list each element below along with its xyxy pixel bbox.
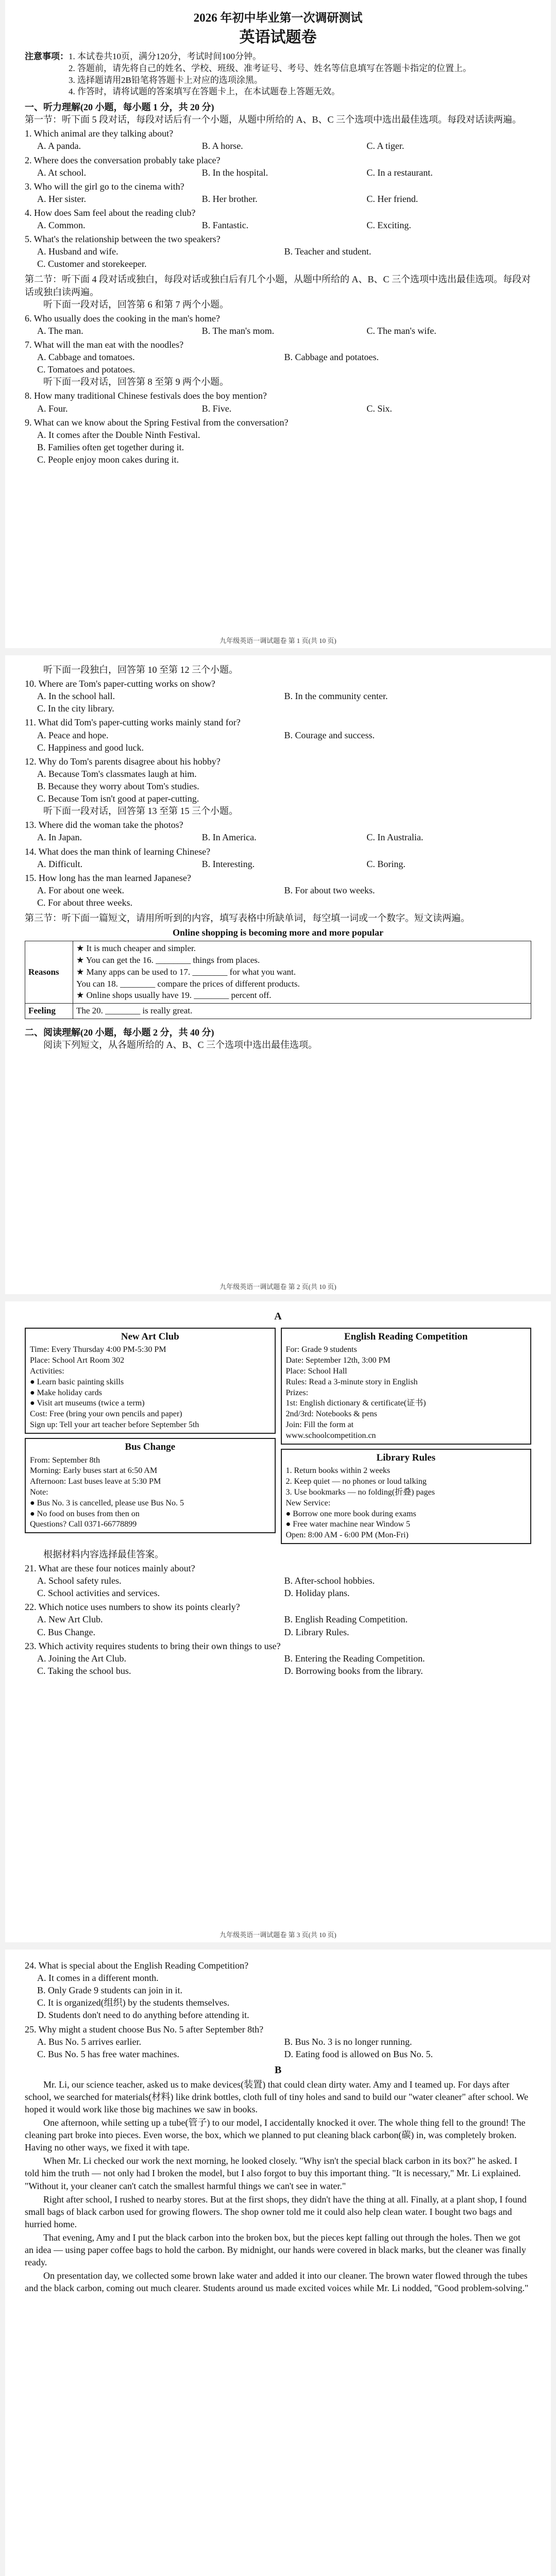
notice-line: ● No food on buses from then on <box>30 1509 140 1518</box>
question-stem: 14. What does the man think of learning Chinese? <box>25 846 211 857</box>
answer-option: B. The man's mom. <box>201 325 275 336</box>
answer-option: C. Her friend. <box>366 193 418 204</box>
question-stem: 15. How long has the man learned Japanese? <box>25 872 191 883</box>
notice-line: 2. Keep quiet — no phones or loud talking <box>285 1477 427 1486</box>
reason-line: ★ Online shops usually have 19. ________ percent off. <box>76 990 272 1001</box>
answer-option: B. In America. <box>201 832 257 843</box>
page-footer: 九年级英语一调试题卷 第 3 页(共 10 页) <box>220 1930 336 1939</box>
section-sub: 根据材料内容选择最佳答案。 <box>43 1549 164 1560</box>
answer-option: A. Common. <box>37 220 86 231</box>
notice-title: New Art Club <box>121 1331 179 1342</box>
answer-option: D. Students don't need to do anything before attending it. <box>37 2010 249 2021</box>
notice-line: Sign up: Tell your art teacher before September 5th <box>30 1420 199 1430</box>
fill-table <box>25 941 531 1019</box>
option-row <box>25 2048 531 2060</box>
answer-option: A. Joining the Art Club. <box>37 1653 127 1664</box>
question-stem: 11. What did Tom's paper-cutting works mainly stand for? <box>25 717 241 728</box>
dialog-intro: 听下面一段对话，回答第 13 至第 15 三个小题。 <box>43 806 238 817</box>
instruction-item: 4. 作答时，请将试题的答案填写在答题卡上，在本试题卷上答题无效。 <box>69 87 340 97</box>
page-footer: 九年级英语一调试题卷 第 1 页(共 10 页) <box>220 636 336 645</box>
question-stem: 21. What are these four notices mainly about? <box>25 1563 195 1574</box>
page-footer: 九年级英语一调试题卷 第 2 页(共 10 页) <box>220 1282 336 1291</box>
answer-option: B. Cabbage and potatoes. <box>284 352 379 363</box>
question-stem: 13. Where did the woman take the photos? <box>25 820 183 831</box>
answer-option: A. A panda. <box>37 141 81 151</box>
answer-option: B. English Reading Competition. <box>284 1614 408 1625</box>
passage-paragraph: One afternoon, while setting up a tube(管子) to our model, I accidentally knocked it over. The whole thing fell to the ground! The cleaning part broke into pieces. Even worse, the box, which we planned to put cleaning black carbon(碳) in, was completely broken. Having no other ways, we fixed it with tape. <box>25 2117 526 2153</box>
option-row <box>25 1587 531 1599</box>
question-stem: 4. How does Sam feel about the reading club? <box>25 207 196 218</box>
answer-option: B. Interesting. <box>201 858 255 869</box>
question-stem: 12. Why do Tom's parents disagree about his hobby? <box>25 756 221 767</box>
option-row <box>25 351 531 363</box>
notice-line: For: Grade 9 students <box>285 1345 357 1354</box>
notice-line: ● Make holiday cards <box>30 1388 102 1397</box>
option-row <box>25 441 531 453</box>
question-stem: 7. What will the man eat with the noodles? <box>25 340 184 350</box>
answer-option: B. After-school hobbies. <box>284 1575 375 1586</box>
answer-option: D. Library Rules. <box>284 1626 349 1637</box>
answer-option: C. Happiness and good luck. <box>37 742 144 753</box>
instruction-item: 1. 本试卷共10页，满分120分，考试时间100分钟。 <box>69 52 261 61</box>
section-sub: 阅读下列短文，从各题所给的 A、B、C 三个选项中选出最佳选项。 <box>43 1040 318 1050</box>
answer-option: B. Her brother. <box>201 193 258 204</box>
answer-option: B. Entering the Reading Competition. <box>284 1653 425 1664</box>
notice-line: ● Free water machine near Window 5 <box>285 1520 411 1529</box>
question-list <box>25 819 531 909</box>
answer-option: C. In a restaurant. <box>366 167 433 178</box>
option-row <box>25 729 531 741</box>
notice-line: 3. Use bookmarks — no folding(折叠) pages <box>285 1487 435 1497</box>
answer-option: A. School safety rules. <box>37 1575 122 1586</box>
option-row <box>25 1996 531 2009</box>
option-row <box>25 884 531 896</box>
option-row <box>25 2036 531 2048</box>
answer-option: C. Six. <box>366 403 392 414</box>
answer-option: A. Difficult. <box>37 858 83 869</box>
option-row <box>25 193 531 205</box>
option-row <box>25 429 531 441</box>
answer-option: B. Bus No. 3 is no longer running. <box>284 2036 412 2047</box>
question-stem: 22. Which notice uses numbers to show its points clearly? <box>25 1602 240 1613</box>
notice-library-rules <box>281 1449 532 1544</box>
answer-option: A. Four. <box>37 403 68 414</box>
section-heading: 一、听力理解(20 小题，每小题 1 分，共 20 分) <box>25 102 214 113</box>
question-stem: 23. Which activity requires students to bring their own things to use? <box>25 1640 281 1651</box>
exam-subtitle: 2026 年初中毕业第一次调研测试 <box>193 11 363 24</box>
answer-option: C. In Australia. <box>366 832 424 843</box>
part-intro: 第一节：听下面 5 段对话，每段对话后有一个小题，从题中所给的 A、B、C 三个选项中选出最佳选项。每段对话读两遍。 <box>25 114 522 125</box>
answer-option: B. For about two weeks. <box>284 885 375 895</box>
notice-line: 1st: English dictionary & certificate(证书) <box>285 1399 426 1408</box>
dialog-intro: 听下面一段对话，回答第 8 至第 9 两个小题。 <box>43 377 229 387</box>
answer-option: C. Because Tom isn't good at paper-cutting. <box>37 793 199 804</box>
answer-option: B. Fantastic. <box>201 220 249 231</box>
passage-paragraph: On presentation day, we collected some brown lake water and added it into our cleaner. The brown water flowed through the tubes and the black carbon, coming out much clearer. Students around us made excited voices while Mr. Li nodded, "Good problem-solving." <box>25 2270 529 2294</box>
option-row <box>25 1574 531 1587</box>
notice-line: Prizes: <box>285 1388 309 1397</box>
notice-line: 2nd/3rd: Notebooks & pens <box>285 1410 377 1419</box>
question-list <box>25 1959 531 2060</box>
feeling-label: Feeling <box>25 1004 73 1019</box>
notice-line: ● Visit art museums (twice a term) <box>30 1399 145 1408</box>
passage-letter: A <box>274 1311 282 1322</box>
option-row <box>25 453 531 466</box>
answer-option: C. Bus Change. <box>37 1626 96 1637</box>
table-caption: Online shopping is becoming more and more popular <box>173 927 383 938</box>
answer-option: C. Bus No. 5 has free water machines. <box>37 2048 179 2059</box>
answer-option: C. School activities and services. <box>37 1588 160 1599</box>
page-3 <box>5 1301 551 1942</box>
notice-line: Morning: Early buses start at 6:50 AM <box>30 1466 158 1476</box>
option-row <box>25 1626 531 1638</box>
answer-option: C. A tiger. <box>366 141 405 151</box>
notice-line: Rules: Read a 3-minute story in English <box>285 1377 418 1386</box>
option-row <box>25 325 531 337</box>
passage-paragraph: Mr. Li, our science teacher, asked us to make devices(装置) that could clean dirty water. Amy and I teamed up. For days after school, we searched for materials(材料) like drink bottles, cloth full of tiny holes and sand to build our "water cleaner" after school. We hoped it would work like those big machines we saw in books. <box>25 2079 529 2114</box>
instructions <box>25 51 531 98</box>
option-row <box>25 741 531 754</box>
answer-option: A. New Art Club. <box>37 1614 103 1625</box>
part-intro: 第二节：听下面 4 段对话或独白，每段对话或独白后有几个小题，从题中所给的 A、B、C 三个选项中选出最佳选项。每段对话或独白读两遍。 <box>25 274 531 297</box>
option-row <box>25 402 531 415</box>
question-stem: 25. Why might a student choose Bus No. 5 after September 8th? <box>25 2024 264 2035</box>
question-list <box>25 677 531 805</box>
answer-option: A. At school. <box>37 167 87 178</box>
notice-reading-competition <box>281 1328 532 1445</box>
passage-paragraph: When Mr. Li checked our work the next morning, he looked closely. "Why isn't the special black carbon in its box?" he asked. I told him the truth — not only had I broken the model, but I also forgot to buy this important thing. "It is necessary," Mr. Li explained. "Without it, your cleaner can't catch the smallest harmful things we can't see in water." <box>25 2156 521 2191</box>
instruction-item: 3. 选择题请用2B铅笔将答题卡上对应的选项涂黑。 <box>69 75 263 85</box>
section-heading: 二、阅读理解(20 小题，每小题 2 分，共 40 分) <box>25 1027 214 1038</box>
answer-option: B. In the community center. <box>284 691 388 702</box>
option-row <box>25 1665 531 1677</box>
option-row <box>25 245 531 258</box>
page-4 <box>5 1950 551 2576</box>
feeling-cell: The 20. ________ is really great. <box>73 1004 531 1019</box>
answer-option: D. Holiday plans. <box>284 1588 350 1599</box>
answer-option: B. In the hospital. <box>201 167 268 178</box>
passage-letter: B <box>274 2064 282 2076</box>
answer-option: A. The man. <box>37 325 83 336</box>
notice-art-club <box>25 1328 276 1434</box>
notice-line: Questions? Call 0371-66778899 <box>30 1520 137 1529</box>
notice-line: Join: Fill the form at <box>285 1420 354 1430</box>
notice-title: Library Rules <box>376 1452 436 1463</box>
question-stem: 3. Who will the girl go to the cinema with? <box>25 181 184 192</box>
option-row <box>25 363 531 376</box>
notice-line: New Service: <box>285 1498 331 1507</box>
answer-option: A. Bus No. 5 arrives earlier. <box>37 2036 141 2047</box>
notice-line: Date: September 12th, 3:00 PM <box>285 1356 391 1365</box>
question-stem: 9. What can we know about the Spring Festival from the conversation? <box>25 417 289 428</box>
option-row <box>25 1984 531 1996</box>
answer-option: A. Cabbage and tomatoes. <box>37 352 135 363</box>
notice-line: Time: Every Thursday 4:00 PM-5:30 PM <box>30 1345 166 1354</box>
answer-option: B. A horse. <box>201 141 243 151</box>
answer-option: C. For about three weeks. <box>37 897 132 908</box>
passage-b <box>25 2078 531 2295</box>
notice-line: Cost: Free (bring your own pencils and paper) <box>30 1410 182 1419</box>
notice-line: Open: 8:00 AM - 6:00 PM (Mon-Fri) <box>285 1531 409 1540</box>
option-row <box>25 690 531 702</box>
notice-line: ● Borrow one more book during exams <box>285 1509 416 1518</box>
passage-paragraph: Right after school, I rushed to nearby stores. But at the first shops, they didn't have the thing at all. Finally, at a plant shop, I found small bags of black carbon used for growing flowers. The shop owner told me it could also help clean water. I bought two bags and hurried home. <box>25 2194 527 2229</box>
reason-line: You can 18. ________ compare the prices of different products. <box>76 978 300 989</box>
notice-bus-change <box>25 1438 276 1533</box>
option-row <box>25 166 531 179</box>
answer-option: A. It comes after the Double Ninth Festival. <box>37 429 200 440</box>
notice-line: www.schoolcompetition.cn <box>285 1431 376 1440</box>
answer-option: A. Husband and wife. <box>37 246 119 257</box>
page-2 <box>5 655 551 1294</box>
option-row <box>25 768 531 780</box>
option-row <box>25 858 531 870</box>
option-row <box>25 2009 531 2021</box>
notice-line: Place: School Art Room 302 <box>30 1356 125 1365</box>
option-row <box>25 1972 531 1984</box>
question-list <box>25 1562 531 1677</box>
passage-paragraph: That evening, Amy and I put the black carbon into the broken box, but the pieces kept falling out through the holes. Then we got an idea — using paper coffee bags to hold the carbon. By midnight, our hands were covered in black marks, but the cleaner was finally ready. <box>25 2232 526 2268</box>
option-row <box>25 219 531 231</box>
notice-line: Place: School Hall <box>285 1367 347 1376</box>
reason-line: ★ Many apps can be used to 17. ________ for what you want. <box>76 967 296 977</box>
reasons-cell <box>73 941 531 1004</box>
answer-option: C. It is organized(组织) by the students themselves. <box>37 1997 230 2008</box>
question-stem: 8. How many traditional Chinese festivals does the boy mention? <box>25 391 267 401</box>
question-stem: 10. Where are Tom's paper-cutting works on show? <box>25 679 215 689</box>
notice-title: English Reading Competition <box>344 1331 468 1342</box>
option-row <box>25 1652 531 1665</box>
option-row <box>25 140 531 152</box>
option-row <box>25 896 531 909</box>
question-list <box>25 389 531 466</box>
answer-option: C. Taking the school bus. <box>37 1665 131 1676</box>
answer-option: B. Because they worry about Tom's studies. <box>37 781 199 791</box>
dialog-intro: 听下面一段对话，回答第 6 和第 7 两个小题。 <box>43 299 229 310</box>
answer-option: A. In Japan. <box>37 832 82 843</box>
notice-grid <box>25 1328 531 1544</box>
answer-option: B. Families often get together during it. <box>37 442 184 452</box>
reasons-label: Reasons <box>25 941 73 1004</box>
option-row <box>25 1613 531 1625</box>
option-row <box>25 780 531 792</box>
instructions-label: 注意事项： <box>25 52 69 61</box>
notice-line: ● Bus No. 3 is cancelled, please use Bus No. 5 <box>30 1498 184 1507</box>
page-1 <box>5 0 551 648</box>
answer-option: A. It comes in a different month. <box>37 1973 159 1984</box>
instruction-item: 2. 答题前，请先将自己的姓名、学校、班级、准考证号、考号、姓名等信息填写在答题卡指定的位置上。 <box>69 63 471 73</box>
answer-option: C. Exciting. <box>366 220 411 231</box>
question-stem: 2. Where does the conversation probably take place? <box>25 155 221 165</box>
dialog-intro: 听下面一段独白，回答第 10 至第 12 三个小题。 <box>43 665 238 675</box>
option-row <box>25 702 531 715</box>
question-stem: 1. Which animal are they talking about? <box>25 128 174 139</box>
notice-title: Bus Change <box>125 1441 176 1452</box>
notice-line: From: September 8th <box>30 1455 100 1465</box>
answer-option: A. Her sister. <box>37 193 86 204</box>
question-list <box>25 127 531 270</box>
notice-line: 1. Return books within 2 weeks <box>285 1466 391 1476</box>
option-row <box>25 258 531 270</box>
notice-line: ● Learn basic painting skills <box>30 1377 124 1386</box>
answer-option: A. For about one week. <box>37 885 124 895</box>
answer-option: A. Peace and hope. <box>37 730 109 740</box>
answer-option: B. Teacher and student. <box>284 246 372 257</box>
exam-title: 英语试题卷 <box>239 28 317 46</box>
answer-option: B. Only Grade 9 students can join in it. <box>37 1985 182 1996</box>
question-stem: 6. Who usually does the cooking in the man's home? <box>25 313 220 324</box>
answer-option: B. Five. <box>201 403 232 414</box>
answer-option: D. Borrowing books from the library. <box>284 1665 423 1676</box>
notice-line: Note: <box>30 1487 48 1497</box>
answer-option: B. Courage and success. <box>284 730 375 740</box>
answer-option: C. The man's wife. <box>366 325 436 336</box>
answer-option: A. In the school hall. <box>37 691 115 702</box>
option-row <box>25 792 531 805</box>
answer-option: C. Boring. <box>366 858 406 869</box>
answer-option: C. Customer and storekeeper. <box>37 259 147 269</box>
question-stem: 24. What is special about the English Reading Competition? <box>25 1960 249 1971</box>
notice-line: Activities: <box>30 1367 64 1376</box>
answer-option: C. In the city library. <box>37 703 114 714</box>
reason-line: ★ You can get the 16. ________ things from places. <box>76 955 260 965</box>
reason-line: ★ It is much cheaper and simpler. <box>76 943 196 954</box>
question-stem: 5. What's the relationship between the two speakers? <box>25 234 221 245</box>
option-row <box>25 831 531 843</box>
question-list <box>25 312 531 376</box>
answer-option: C. People enjoy moon cakes during it. <box>37 454 179 465</box>
answer-option: A. Because Tom's classmates laugh at him. <box>37 768 197 779</box>
notice-line: Afternoon: Last buses leave at 5:30 PM <box>30 1477 161 1486</box>
answer-option: D. Eating food is allowed on Bus No. 5. <box>284 2048 433 2059</box>
answer-option: C. Tomatoes and potatoes. <box>37 364 135 375</box>
part-intro: 第三节：听下面一篇短文，请用所听到的内容，填写表格中所缺单词，每空填一词或一个数字。短文读两遍。 <box>25 913 470 924</box>
